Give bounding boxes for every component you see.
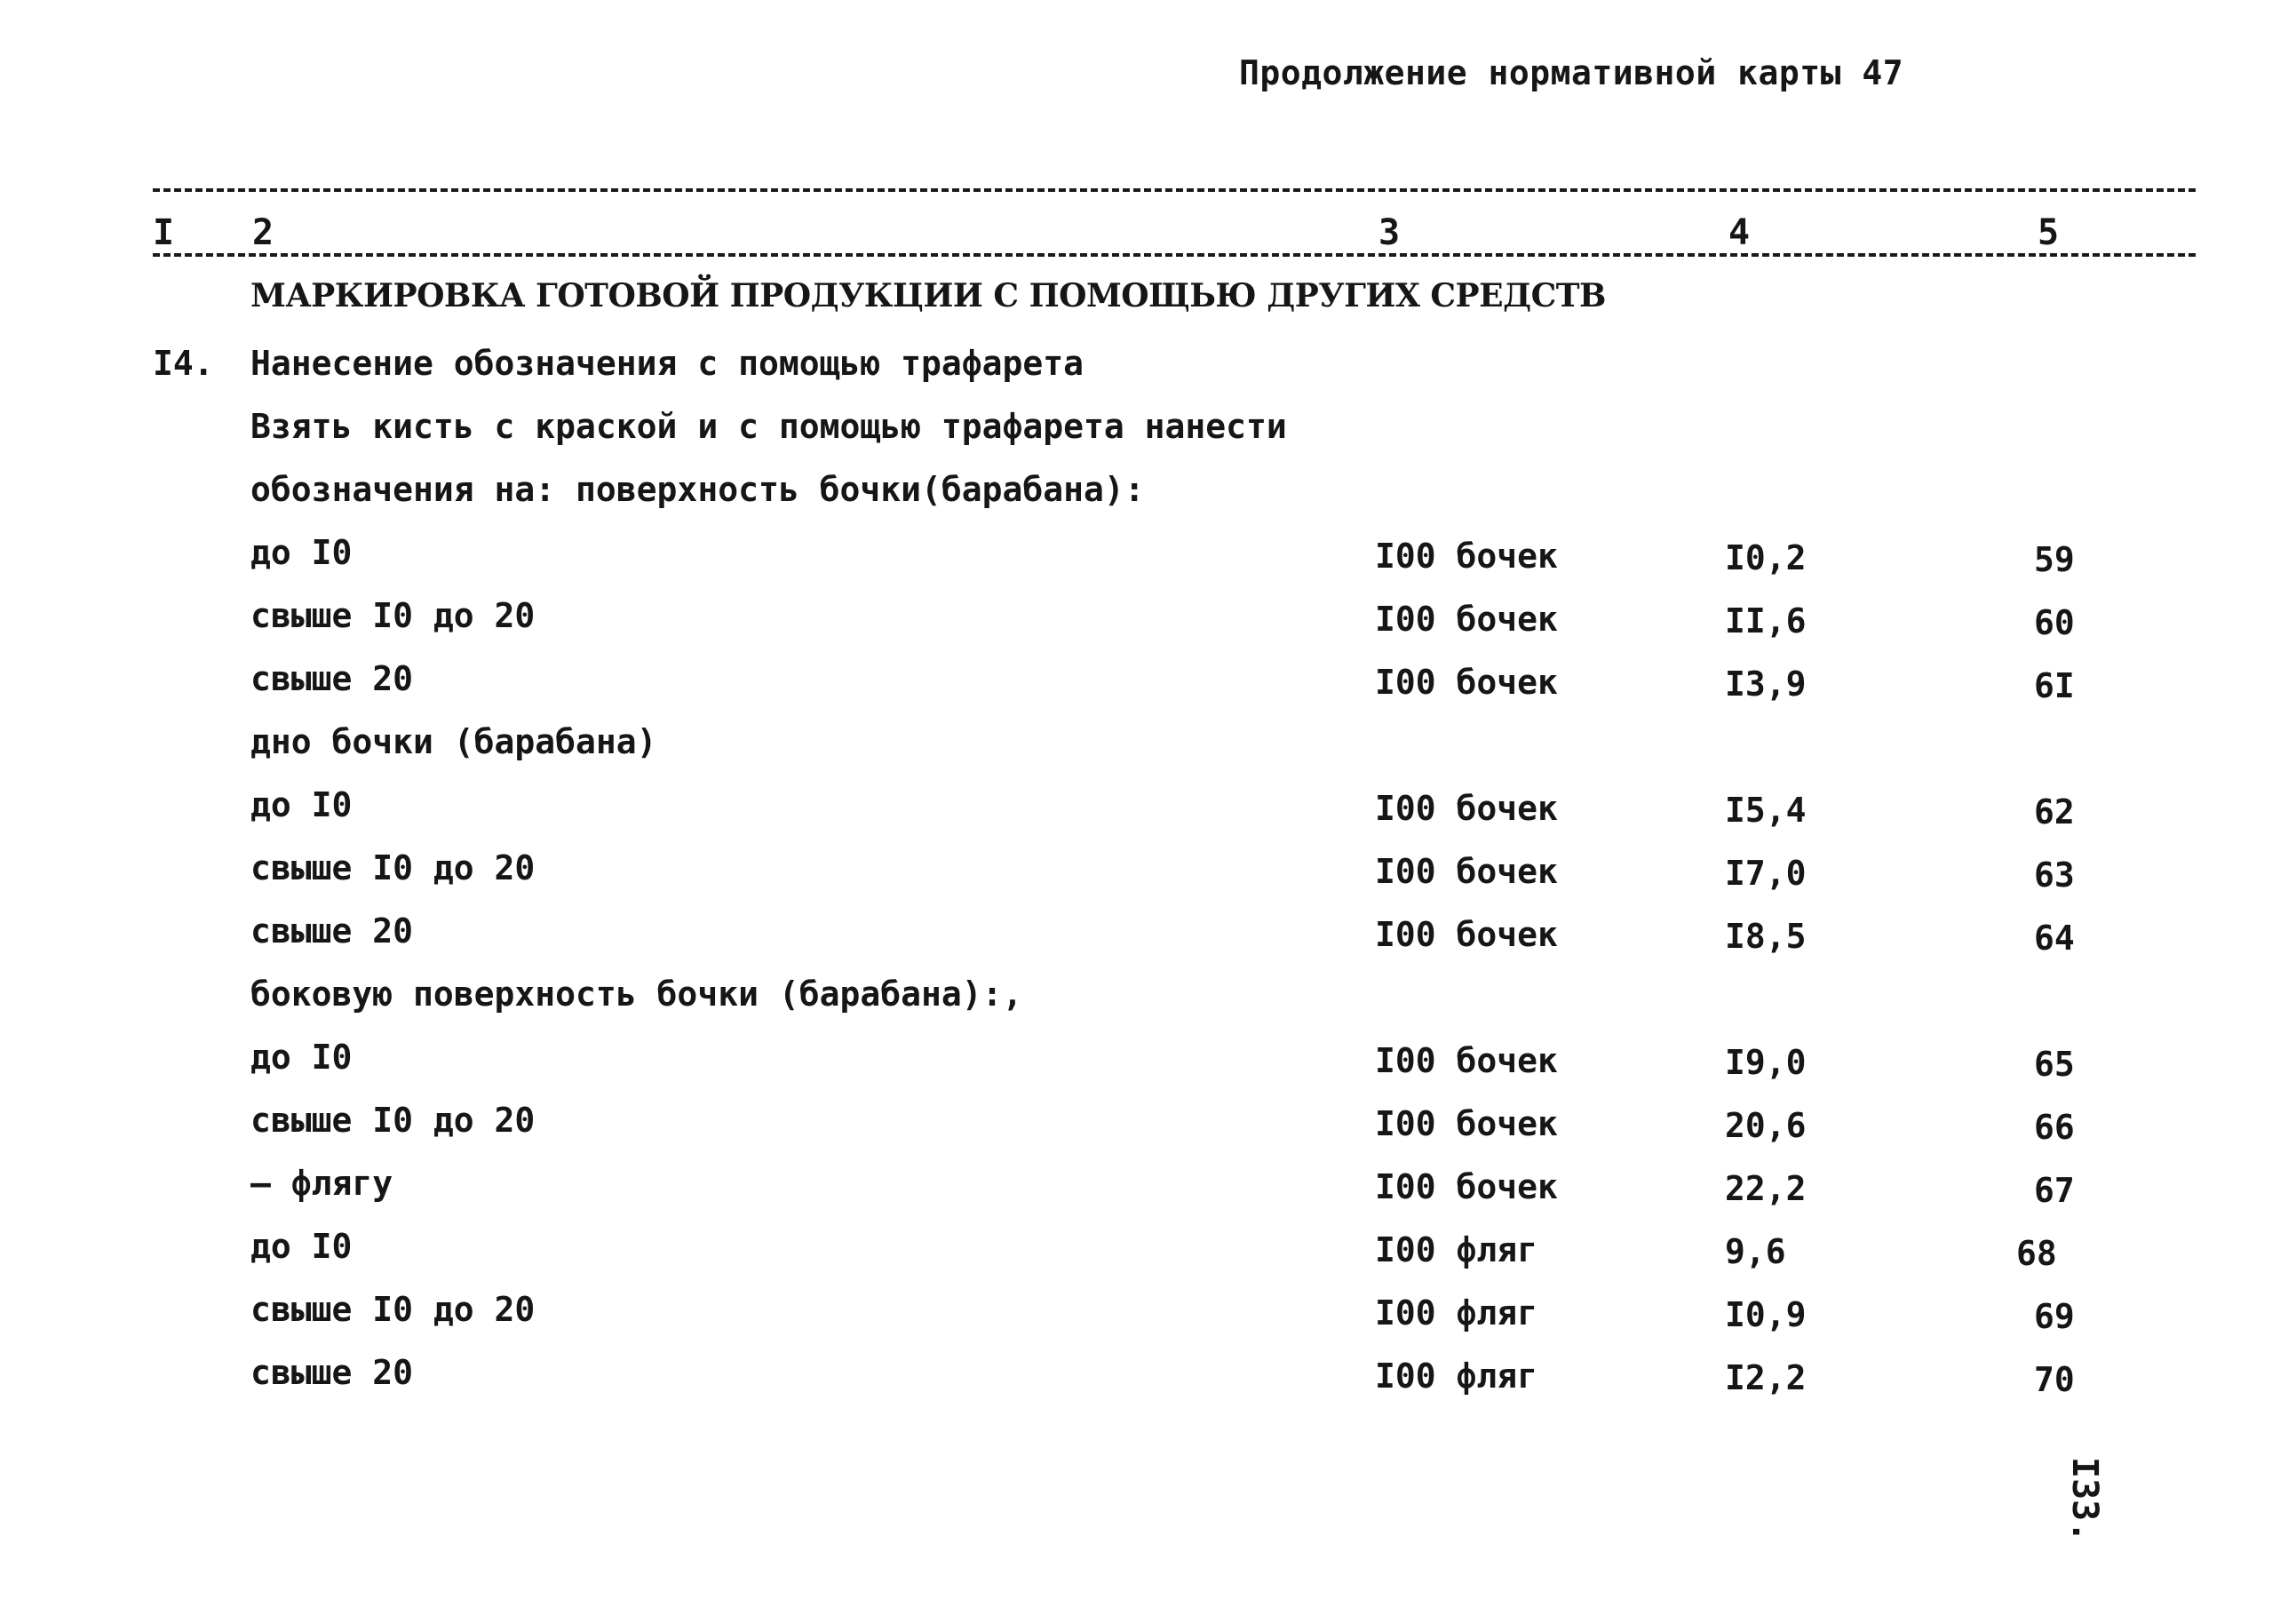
- row-label: свыше 20: [250, 659, 414, 698]
- row-unit: I00 бочек: [1375, 915, 1558, 954]
- row-value: 22,2: [1725, 1169, 1807, 1208]
- top-divider: [153, 188, 2196, 192]
- row-unit: I00 бочек: [1375, 1167, 1558, 1206]
- row-unit: I00 бочек: [1375, 600, 1558, 639]
- row-value: I5,4: [1725, 791, 1807, 830]
- row-value: I3,9: [1725, 664, 1807, 704]
- page-header-title: Продолжение нормативной карты 47: [1239, 53, 1904, 92]
- row-label: до I0: [250, 785, 353, 824]
- row-value: 20,6: [1725, 1106, 1807, 1145]
- row-code: 64: [2034, 919, 2075, 958]
- row-unit: I00 бочек: [1375, 1041, 1558, 1080]
- row-label: до I0: [250, 533, 353, 572]
- row-label: свыше 20: [250, 911, 414, 951]
- item-description-line-1: Взять кисть с краской и с помощью трафарета нанести: [250, 407, 1287, 446]
- row-code: 59: [2034, 540, 2075, 579]
- item-description-line-2: обозначения на: поверхность бочки(барабана):: [250, 470, 1145, 509]
- item-number: I4.: [153, 344, 214, 383]
- row-unit: I00 фляг: [1375, 1293, 1538, 1333]
- row-value: I2,2: [1725, 1358, 1807, 1397]
- row-label: дно бочки (барабана): [250, 722, 657, 761]
- row-value: I0,2: [1725, 538, 1807, 577]
- column-header-5: 5: [2034, 213, 2062, 252]
- row-label: свыше I0 до 20: [250, 1290, 536, 1329]
- column-header-divider: [153, 253, 2196, 257]
- row-value: 9,6: [1725, 1232, 1786, 1271]
- row-value: I7,0: [1725, 854, 1807, 893]
- row-unit: I00 бочек: [1375, 852, 1558, 891]
- row-value: II,6: [1725, 601, 1807, 640]
- row-label: свыше I0 до 20: [250, 848, 536, 887]
- row-unit: I00 фляг: [1375, 1230, 1538, 1269]
- row-label: свыше I0 до 20: [250, 1101, 536, 1140]
- row-value: I8,5: [1725, 917, 1807, 956]
- row-code: 68: [2016, 1234, 2057, 1273]
- page-number: I33.: [2064, 1457, 2105, 1543]
- row-unit: I00 бочек: [1375, 1104, 1558, 1143]
- row-code: 70: [2034, 1360, 2075, 1399]
- row-unit: I00 бочек: [1375, 537, 1558, 576]
- row-code: 63: [2034, 855, 2075, 895]
- row-code: 62: [2034, 792, 2075, 831]
- row-unit: I00 бочек: [1375, 663, 1558, 702]
- row-unit: I00 фляг: [1375, 1356, 1538, 1396]
- column-header-4: 4: [1725, 213, 1753, 252]
- row-code: 65: [2034, 1045, 2075, 1084]
- column-header-2: 2: [249, 213, 277, 252]
- row-label: – флягу: [250, 1164, 393, 1203]
- row-label: свыше I0 до 20: [250, 596, 536, 635]
- row-code: 67: [2034, 1171, 2075, 1210]
- column-header-3: 3: [1375, 213, 1403, 252]
- row-label: боковую поверхность бочки (барабана):,: [250, 975, 1023, 1014]
- row-code: 66: [2034, 1108, 2075, 1147]
- item-title: Нанесение обозначения с помощью трафарета: [250, 344, 1084, 383]
- row-label: до I0: [250, 1227, 353, 1266]
- column-header-1: I: [149, 213, 178, 252]
- row-value: I0,9: [1725, 1295, 1807, 1334]
- row-label: свыше 20: [250, 1353, 414, 1392]
- section-heading: МАРКИРОВКА ГОТОВОЙ ПРОДУКЦИИ С ПОМОЩЬЮ ДРУГИХ СРЕДСТВ: [250, 277, 1606, 314]
- row-code: 69: [2034, 1297, 2075, 1336]
- row-value: I9,0: [1725, 1043, 1807, 1082]
- row-code: 6I: [2034, 666, 2075, 705]
- row-code: 60: [2034, 603, 2075, 642]
- row-unit: I00 бочек: [1375, 789, 1558, 828]
- row-label: до I0: [250, 1038, 353, 1077]
